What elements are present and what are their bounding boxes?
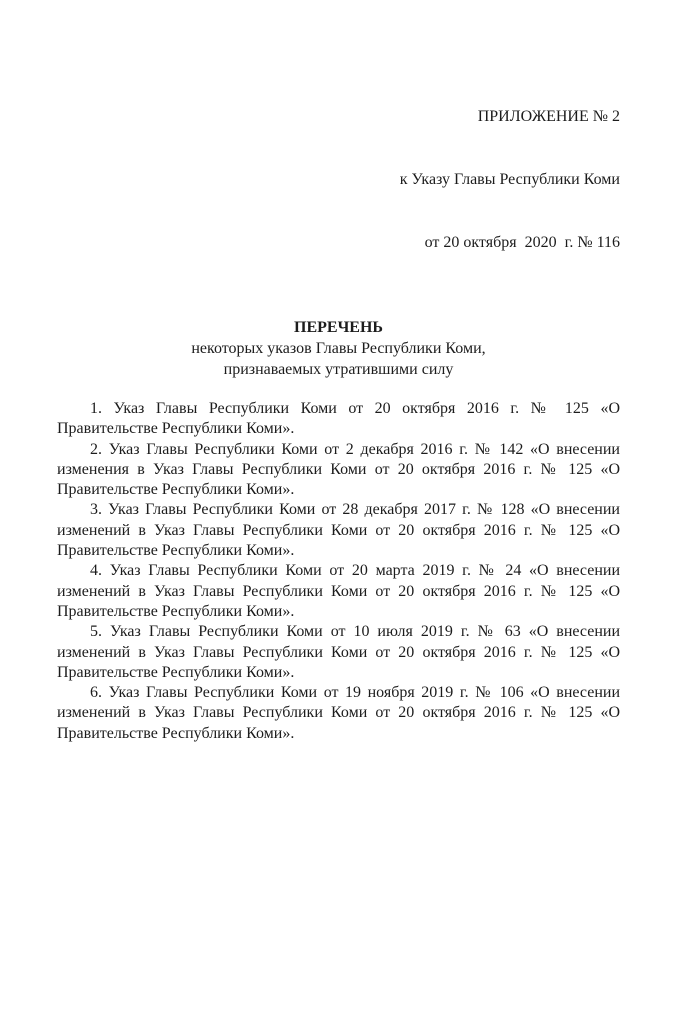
- decree-item-3: 3. Указ Главы Республики Коми от 28 декабря 2017 г. № 128 «О внесении изменений в Указ Главы Республики Коми от 20 октября 2016 г. № 125 «О Правительстве Республики Коми».: [57, 501, 620, 560]
- appendix-header: [57, 64, 620, 295]
- decree-item-2: 2. Указ Главы Республики Коми от 2 декабря 2016 г. № 142 «О внесении изменения в Указ Главы Республики Коми от 20 октября 2016 г. № 125 «О Правительстве Республики Коми».: [57, 440, 620, 499]
- appendix-reference-line: к Указу Главы Республики Коми: [399, 171, 620, 188]
- document-content: [57, 64, 620, 744]
- decree-item-6: 6. Указ Главы Республики Коми от 19 ноября 2019 г. № 106 «О внесении изменений в Указ Главы Республики Коми от 20 октября 2016 г. № 125 «О Правительстве Республики Коми».: [57, 684, 620, 742]
- document-subtitle-line-1: некоторых указов Главы Республики Коми,: [191, 340, 486, 357]
- decree-item-1: 1. Указ Главы Республики Коми от 20 октября 2016 г. № 125 «О Правительстве Республики Коми».: [57, 400, 620, 438]
- appendix-number-line: ПРИЛОЖЕНИЕ № 2: [477, 108, 620, 125]
- decree-item-5: 5. Указ Главы Республики Коми от 10 июля 2019 г. № 63 «О внесении изменений в Указ Главы Республики Коми от 20 октября 2016 г. № 125 «О Правительстве Республики Коми».: [57, 623, 620, 681]
- document-subtitle-line-2: признаваемых утратившими силу: [223, 361, 454, 378]
- decree-list: [57, 399, 620, 744]
- document-title-block: [57, 317, 620, 380]
- decree-item-4: 4. Указ Главы Республики Коми от 20 марта 2019 г. № 24 «О внесении изменений в Указ Главы Республики Коми от 20 октября 2016 г. № 125 «О Правительстве Республики Коми».: [57, 562, 620, 620]
- appendix-date-line: от 20 октября 2020 г. № 116: [424, 234, 620, 251]
- document-title: ПЕРЕЧЕНЬ: [294, 319, 383, 336]
